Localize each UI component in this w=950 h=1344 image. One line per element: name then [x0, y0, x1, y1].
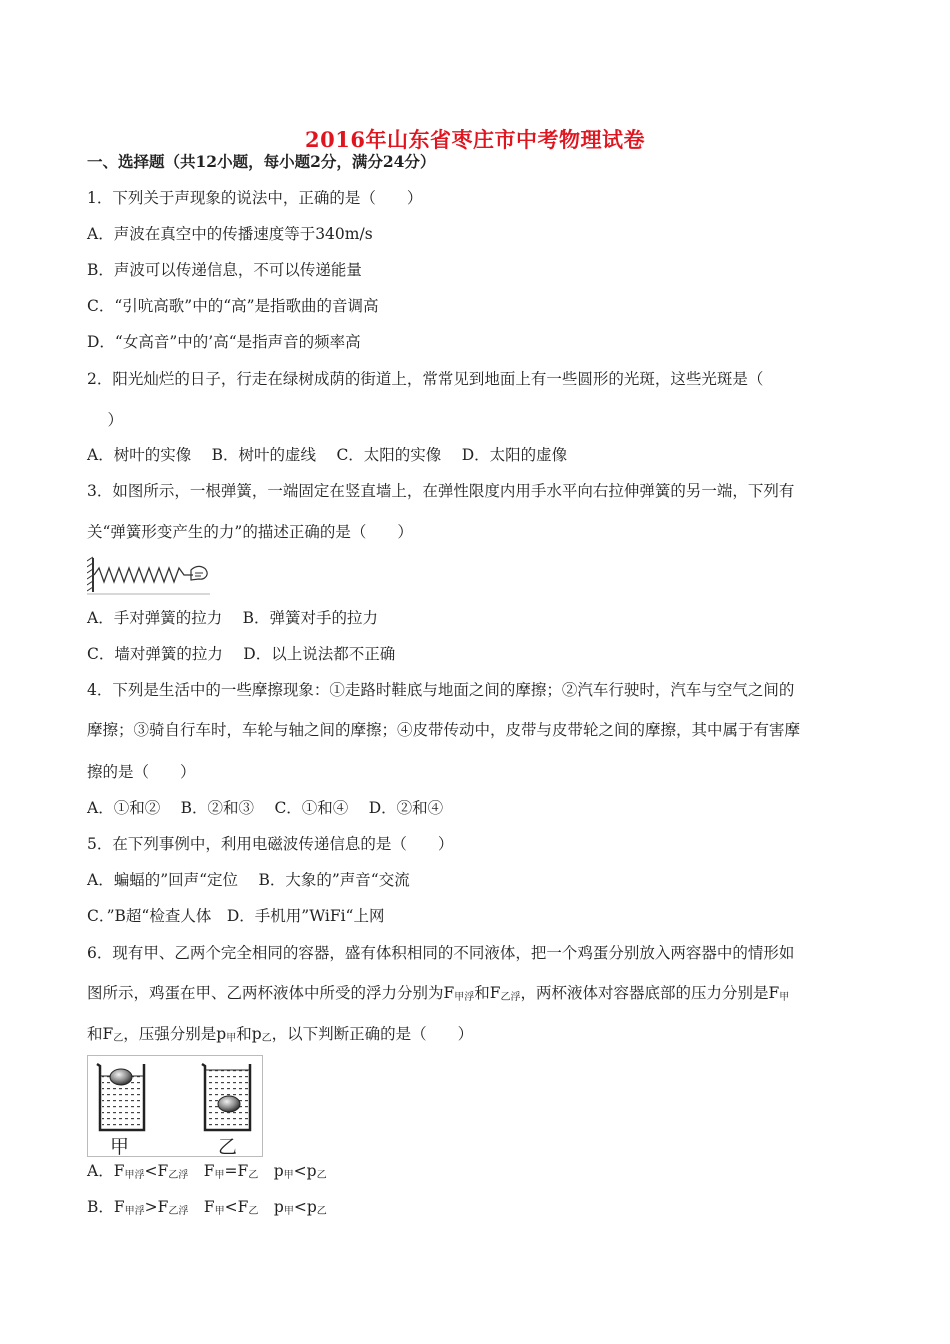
question-3-options-cd: C．墙对弹簧的拉力 D．以上说法都不正确: [87, 645, 396, 663]
question-1-option-a: A．声波在真空中的传播速度等于340m/s: [87, 225, 373, 243]
question-5-options-cd: C．”B超“检查人体 D．手机用”WiFi“上网: [87, 907, 385, 925]
question-2-stem-cont: ）: [92, 411, 124, 429]
question-5-options-ab: A．蝙蝠的”回声“定位 B．大象的”声音“交流: [87, 871, 410, 889]
hand-icon: [191, 566, 207, 580]
question-4-stem-cont: 摩擦；③骑自行车时，车轮与轴之间的摩擦；④皮带传动中，皮带与皮带轮之间的摩擦，其中属于有害摩: [87, 721, 801, 739]
question-1-stem: 1．下列关于声现象的说法中，正确的是（ ）: [87, 189, 423, 207]
question-1-option-b: B．声波可以传递信息，不可以传递能量: [87, 261, 362, 279]
question-3-options-ab: A．手对弹簧的拉力 B．弹簧对手的拉力: [87, 609, 379, 627]
question-6-stem-cont: 图所示，鸡蛋在甲、乙两杯液体中所受的浮力分别为$F_{甲浮}$和$F_{乙浮}$，两杯液体对容器底部的压力分别是$F_甲$: [87, 984, 790, 1003]
question-2-options: A．树叶的实像 B．树叶的虚线 C．太阳的实像 D．太阳的虚像: [87, 446, 568, 464]
page-title: 2016年山东省枣庄市中考物理试卷: [305, 127, 645, 152]
question-4-stem: 4．下列是生活中的一些摩擦现象：①走路时鞋底与地面之间的摩擦；②汽车行驶时，汽车与空气之间的: [87, 681, 795, 699]
beakers-drawing: [88, 1056, 262, 1134]
question-6-stem-end: 和$F_乙$，压强分别是$p_甲$和$p_乙$，以下判断正确的是（ ）: [87, 1025, 474, 1044]
question-1-option-d: D．“女高音”中的’高“是指声音的频率高: [87, 333, 361, 351]
question-3-stem-cont: 关“弹簧形变产生的力”的描述正确的是（ ）: [87, 523, 413, 541]
beaker-jia: [97, 1064, 144, 1130]
question-3-stem: 3．如图所示，一根弹簧，一端固定在竖直墙上，在弹性限度内用手水平向右拉伸弹簧的另一端，下列有: [87, 482, 795, 500]
label-yi: 乙: [218, 1136, 238, 1158]
question-4-options: A．①和② B．②和③ C．①和④ D．②和④: [87, 799, 444, 817]
egg-yi: [218, 1096, 240, 1112]
beakers-figure: [87, 1055, 263, 1157]
spring-icon: [94, 568, 193, 582]
question-1-option-c: C．“引吭高歌”中的“高”是指歌曲的音调高: [87, 297, 379, 315]
question-6-option-a: A．$F_{甲浮}<F_{乙浮}$ $F_甲=F_乙$ $p_甲<p_乙$: [87, 1162, 327, 1181]
question-6-option-b: B．$F_{甲浮}>F_{乙浮}$ $F_甲<F_乙$ $p_甲<p_乙$: [87, 1198, 327, 1217]
question-2-stem: 2．阳光灿烂的日子，行走在绿树成荫的街道上，常常见到地面上有一些圆形的光斑，这些光斑是（: [87, 370, 764, 388]
spring-figure: [87, 556, 212, 596]
egg-jia: [110, 1069, 132, 1085]
question-4-stem-end: 擦的是（ ）: [87, 763, 196, 781]
section-heading: 一、选择题（共12小题，每小题2分，满分24分）: [87, 152, 436, 171]
question-5-stem: 5．在下列事例中，利用电磁波传递信息的是（ ）: [87, 835, 454, 853]
label-jia: 甲: [110, 1136, 130, 1158]
question-6-stem: 6．现有甲、乙两个完全相同的容器，盛有体积相同的不同液体，把一个鸡蛋分别放入两容器中的情形如: [87, 944, 795, 962]
wall-icon: [87, 557, 93, 592]
beaker-yi: [202, 1064, 250, 1130]
